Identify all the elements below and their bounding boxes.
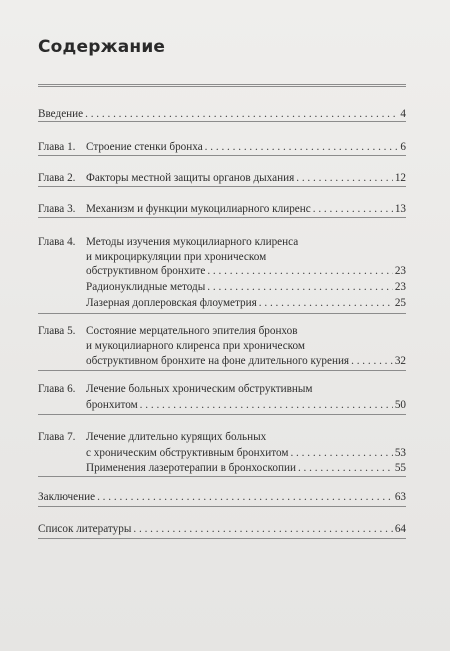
- divider: [38, 313, 406, 314]
- dot-leader: [290, 446, 392, 460]
- dot-leader: [351, 354, 393, 368]
- toc-entry-text: и мукоцилиарного клиренса при хроническом: [86, 340, 306, 352]
- chapter-number: Глава 3.: [38, 203, 76, 215]
- page-number: 53: [394, 447, 406, 459]
- chapter-number: Глава 6.: [38, 383, 76, 395]
- toc-entry-text: с хроническим обструктивным бронхитом: [86, 447, 289, 459]
- toc-line: [38, 280, 406, 294]
- toc-line: [38, 522, 406, 536]
- toc-entry-text: Радионуклидные методы: [86, 281, 206, 293]
- page-number: 25: [394, 297, 406, 309]
- divider: [38, 538, 406, 539]
- toc-line: [38, 171, 406, 185]
- dot-leader: [85, 107, 398, 121]
- divider: [38, 86, 406, 87]
- toc-line: [38, 264, 406, 278]
- divider: [38, 506, 406, 507]
- dot-leader: [205, 140, 399, 154]
- dot-leader: [313, 202, 393, 216]
- dot-leader: [207, 264, 393, 278]
- page-number: 64: [394, 523, 406, 535]
- toc-entry-text: Лечение длительно курящих больных: [86, 431, 267, 443]
- divider: [38, 370, 406, 371]
- page-number: 50: [394, 399, 406, 411]
- dot-leader: [207, 280, 393, 294]
- dot-leader: [140, 398, 393, 412]
- toc-line: [38, 107, 406, 121]
- toc-line: [38, 250, 406, 264]
- toc-line: [38, 339, 406, 353]
- toc-line: [38, 461, 406, 475]
- divider: [38, 121, 406, 122]
- page-number: 12: [394, 172, 406, 184]
- dot-leader: [133, 522, 392, 536]
- toc-line: [38, 490, 406, 504]
- dot-leader: [298, 461, 393, 475]
- toc-line: [38, 296, 406, 310]
- divider: [38, 155, 406, 156]
- toc-line: [38, 382, 406, 396]
- page-number: 6: [400, 141, 406, 153]
- divider: [38, 476, 406, 477]
- toc-entry-text: Лечение больных хроническим обструктивным: [86, 383, 313, 395]
- chapter-number: Глава 5.: [38, 325, 76, 337]
- toc-line: [38, 235, 406, 249]
- chapter-number: Глава 4.: [38, 236, 76, 248]
- toc-entry-text: Применения лазеротерапии в бронхоскопии: [86, 462, 296, 474]
- toc-line: [38, 354, 406, 368]
- toc-line: [38, 430, 406, 444]
- chapter-number: Глава 1.: [38, 141, 76, 153]
- dot-leader: [296, 171, 393, 185]
- toc-entry-text: Факторы местной защиты органов дыхания: [86, 172, 295, 184]
- toc-entry-text: Лазерная доплеровская флоуметрия: [86, 297, 257, 309]
- divider: [38, 186, 406, 187]
- page-number: 23: [394, 281, 406, 293]
- page-number: 63: [394, 491, 406, 503]
- toc-entry-text: Список литературы: [38, 523, 132, 535]
- page-number: 23: [394, 265, 406, 277]
- toc-entry-text: обструктивном бронхите на фоне длительного курения: [86, 355, 350, 367]
- toc-entry-text: и микроциркуляции при хроническом: [86, 251, 267, 263]
- toc-entry-text: Введение: [38, 108, 84, 120]
- dot-leader: [97, 490, 393, 504]
- toc-line: [38, 446, 406, 460]
- toc-entry-text: бронхитом: [86, 399, 138, 411]
- toc-entry-text: Заключение: [38, 491, 96, 503]
- page-number: 13: [394, 203, 406, 215]
- page-number: 4: [400, 108, 406, 120]
- toc-line: [38, 140, 406, 154]
- toc-entry-text: Состояние мерцательного эпителия бронхов: [86, 325, 298, 337]
- toc-entry-text: обструктивном бронхите: [86, 265, 206, 277]
- chapter-number: Глава 7.: [38, 431, 76, 443]
- divider: [38, 414, 406, 415]
- toc-entry-text: Строение стенки бронха: [86, 141, 203, 153]
- page-number: 55: [394, 462, 406, 474]
- page-title: Содержание: [38, 37, 166, 57]
- toc-line: [38, 202, 406, 216]
- divider: [38, 84, 406, 85]
- toc-entry-text: Механизм и функции мукоцилиарного клиренс: [86, 203, 311, 215]
- dot-leader: [259, 296, 393, 310]
- chapter-number: Глава 2.: [38, 172, 76, 184]
- page-number: 32: [394, 355, 406, 367]
- toc-line: [38, 324, 406, 338]
- divider: [38, 217, 406, 218]
- toc-line: [38, 398, 406, 412]
- toc-entry-text: Методы изучения мукоцилиарного клиренса: [86, 236, 299, 248]
